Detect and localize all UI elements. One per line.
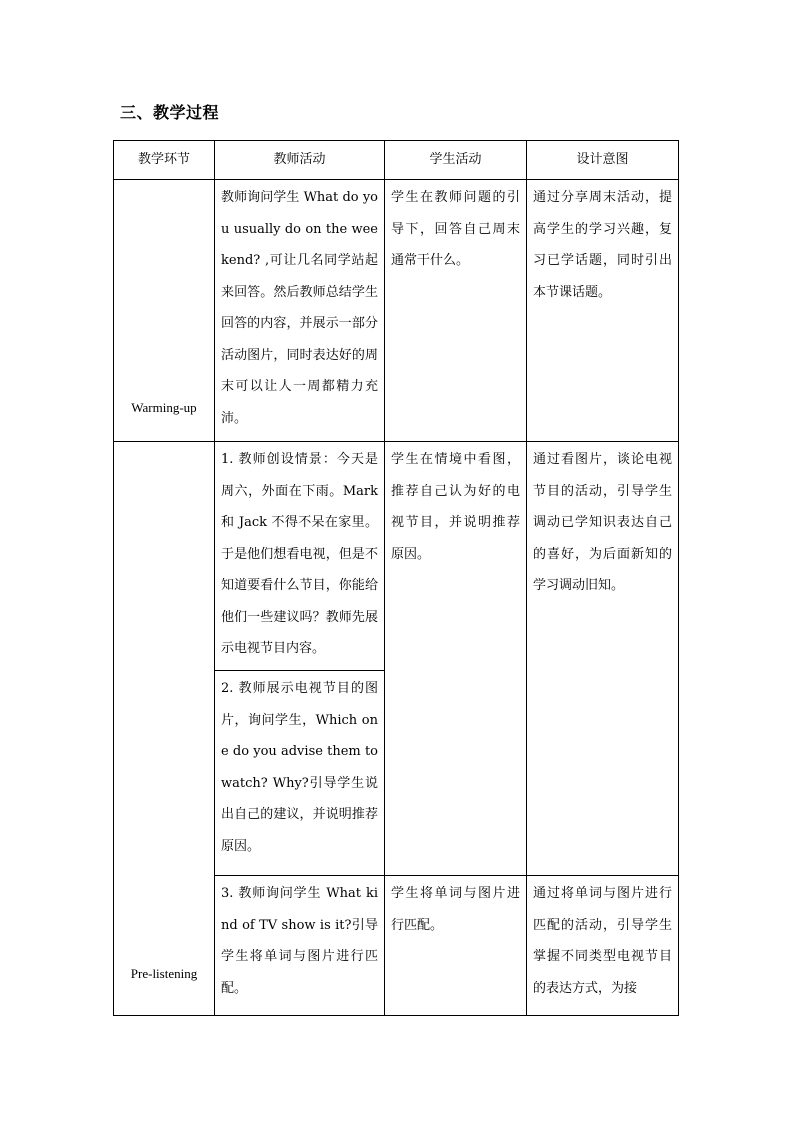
header-teacher-activity: 教师活动 — [215, 141, 385, 180]
table-row-pre-listening-a — [114, 442, 679, 876]
stage-pre-listening: Pre-listening — [114, 442, 215, 1016]
teacher-activity-pre-1: 1. 教师创设情景：今天是周六，外面在下雨。Mark 和 Jack 不得不呆在家里。于是他们想看电视，但是不知道要看什么节目，你能给他们一些建议吗？教师先展示电视节目内容。 — [221, 452, 378, 656]
design-intent-warming: 通过分享周末活动，提高学生的学习兴趣，复习已学话题，同时引出本节课话题。 — [527, 180, 679, 442]
student-activity-pre-3: 学生将单词与图片进行匹配。 — [385, 876, 527, 1016]
teaching-process-table — [113, 140, 679, 1016]
student-activity-pre-1: 学生在情境中看图，推荐自己认为好的电视节目，并说明推荐原因。 — [385, 442, 527, 876]
header-student-activity: 学生活动 — [385, 141, 527, 180]
teacher-activity-pre-stack — [215, 444, 384, 862]
section-title: 三、教学过程 — [120, 103, 220, 122]
teacher-activity-pre-group — [215, 442, 385, 876]
table-header-row — [114, 141, 679, 180]
header-design-intent: 设计意图 — [527, 141, 679, 180]
teacher-activity-pre-2: 2. 教师展示电视节目的图片，询问学生，Which one do you advise them to watch? Why?引导学生说出自己的建议，并说明推荐原因。 — [215, 670, 384, 862]
design-intent-pre-1: 通过看图片，谈论电视节目的活动，引导学生调动已学知识表达自己的喜好，为后面新知的学习调动旧知。 — [527, 442, 679, 876]
design-intent-pre-3: 通过将单词与图片进行匹配的活动，引导学生掌握不同类型电视节目的表达方式，为接 — [527, 876, 679, 1016]
header-stage: 教学环节 — [114, 141, 215, 180]
student-activity-warming: 学生在教师问题的引导下，回答自己周末通常干什么。 — [385, 180, 527, 442]
teacher-activity-warming: 教师询问学生 What do you usually do on the weekend? ,可让几名同学站起来回答。然后教师总结学生回答的内容，并展示一部分活动图片，同时表达好的周末可以让人一周都精力充沛。 — [215, 180, 385, 442]
stage-warming-up: Warming-up — [114, 180, 215, 442]
teacher-activity-pre-3: 3. 教师询问学生 What kind of TV show is it?引导学生将单词与图片进行匹配。 — [215, 876, 385, 1016]
table-row-warming-up — [114, 180, 679, 442]
